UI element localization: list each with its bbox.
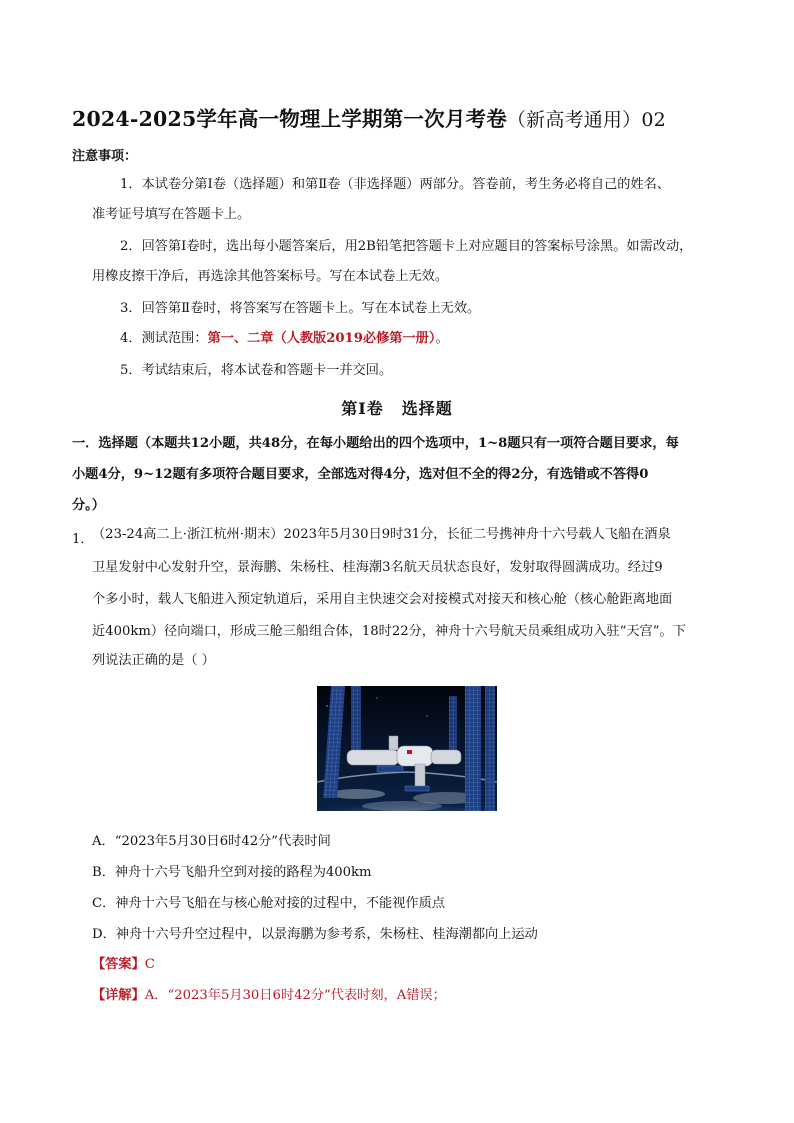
instructions-line-2: 小题4分，9~12题有多项符合题目要求，全部选对得4分，选对但不全的得2分，有选错或不答得0 [72, 467, 649, 482]
option-c: C．神舟十六号飞船在与核心舱对接的过程中，不能视作质点 [92, 896, 445, 911]
notice-item-2-line-2: 用橡皮擦干净后，再选涂其他答案标号。写在本试卷上无效。 [92, 269, 449, 284]
section-part: 第Ⅰ卷 [341, 399, 384, 418]
question-text-line-5: 列说法正确的是（ ） [92, 653, 215, 668]
answer-label: 【答案】 [92, 957, 145, 972]
notice-heading: 注意事项： [72, 149, 138, 164]
detail-text: A．“2023年5月30日6时42分”代表时刻，A错误； [144, 988, 446, 1003]
question-text-line-4: 近400km）径向端口，形成三舱三船组合体，18时22分，神舟十六号航天员乘组成功入驻“天宫”。下 [92, 624, 686, 639]
answer-row [92, 950, 155, 980]
title-main: 2024-2025学年高一物理上学期第一次月考卷 [72, 107, 507, 131]
title-sub: （新高考通用）02 [506, 109, 666, 131]
section-title [0, 396, 794, 419]
space-station-image [317, 686, 497, 811]
instructions-line-3: 分。） [72, 498, 105, 513]
answer-value: C [144, 957, 155, 972]
option-a: A．“2023年5月30日6时42分”代表时间 [92, 834, 331, 849]
question-number: 1． [72, 532, 94, 547]
notice-item-2-line-1: 2．回答第Ⅰ卷时，选出每小题答案后，用2B铅笔把答题卡上对应题目的答案标号涂黑。如需改动， [120, 239, 693, 254]
option-b: B．神舟十六号飞船升空到对接的路程为400km [92, 865, 372, 880]
notice-item-1-line-1: 1．本试卷分第Ⅰ卷（选择题）和第Ⅱ卷（非选择题）两部分。答卷前，考生务必将自己的姓名、 [120, 177, 671, 192]
notice-item-5: 5．考试结束后，将本试卷和答题卡一并交回。 [120, 363, 393, 378]
notice-item-4 [120, 324, 449, 354]
question-text-line-1: （23-24高二上·浙江杭州·期末）2023年5月30日9时31分，长征二号携神舟十六号载人飞船在酒泉 [92, 527, 671, 542]
notice-item-1-line-2: 准考证号填写在答题卡上。 [92, 207, 251, 222]
notice-item-4-prefix: 4．测试范围： [120, 331, 208, 346]
notice-item-4-suffix: 。 [435, 331, 449, 346]
page-title [72, 102, 732, 132]
section-name: 选择题 [401, 399, 453, 418]
option-d: D．神舟十六号升空过程中，以景海鹏为参考系，朱杨柱、桂海潮都向上运动 [92, 927, 538, 942]
instructions-line-1: 一．选择题（本题共12小题，共48分，在每小题给出的四个选项中，1~8题只有一项符合题目要求，每 [72, 436, 679, 451]
question-text-line-2: 卫星发射中心发射升空，景海鹏、朱杨柱、桂海潮3名航天员状态良好，发射取得圆满成功。经过9 [92, 560, 663, 575]
detail-row [92, 981, 446, 1011]
test-scope: 第一、二章（人教版2019必修第一册） [207, 331, 436, 346]
detail-label: 【详解】 [92, 988, 145, 1003]
notice-item-3: 3．回答第Ⅱ卷时，将答案写在答题卡上。写在本试卷上无效。 [120, 301, 481, 316]
question-text-line-3: 个多小时，载人飞船进入预定轨道后，采用自主快速交会对接模式对接天和核心舱（核心舱距离地面 [92, 592, 673, 607]
